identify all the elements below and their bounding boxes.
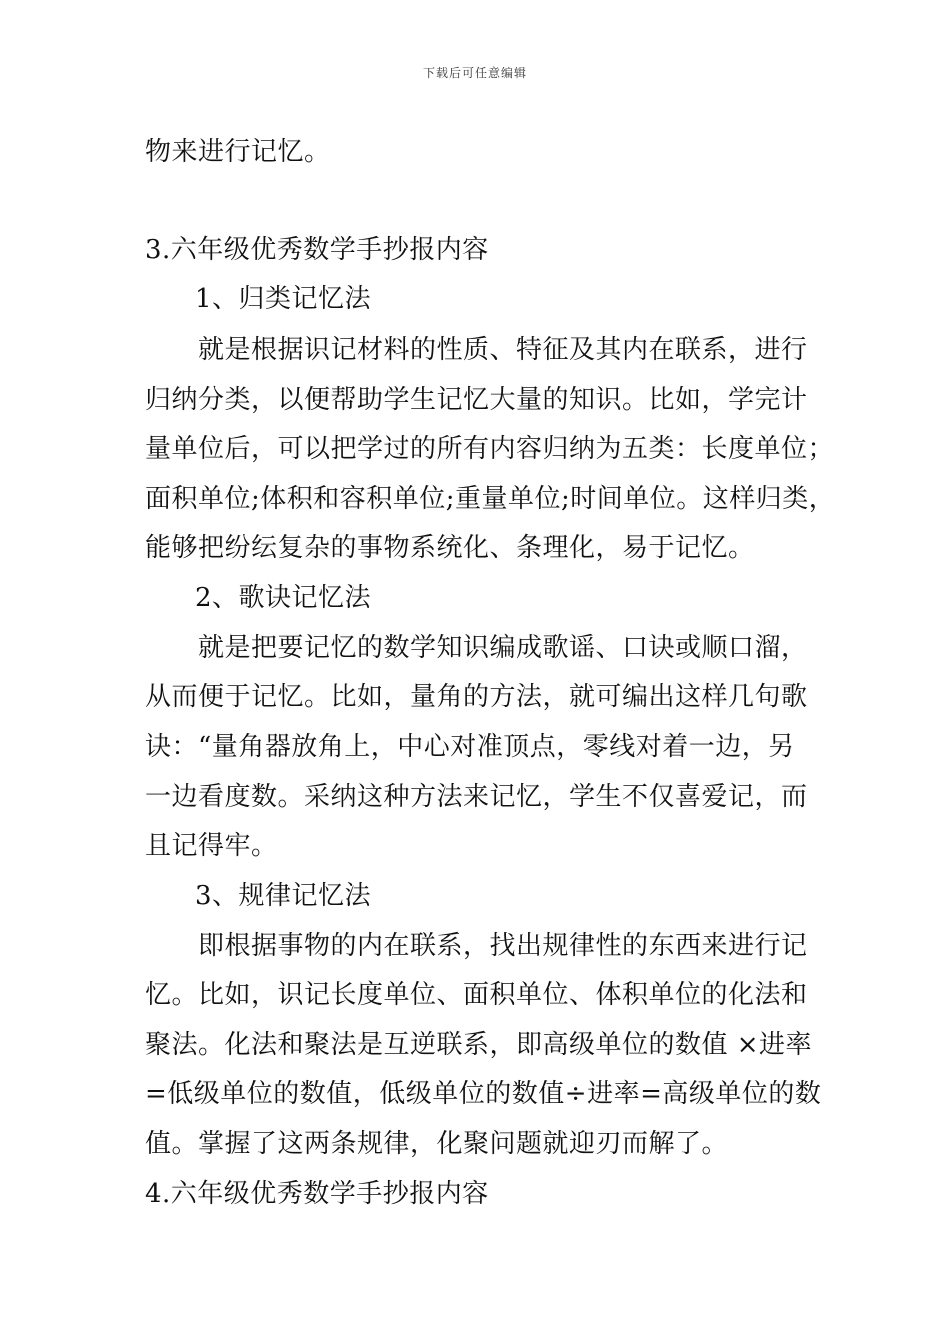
text-line: 值。掌握了这两条规律，化聚问题就迎刃而解了。: [145, 1129, 729, 1159]
subsection-heading: 2、歌诀记忆法: [195, 583, 372, 613]
text-line: 量单位后，可以把学过的所有内容归纳为五类：长度单位；: [145, 434, 835, 464]
text-line: 就是把要记忆的数学知识编成歌谣、口诀或顺口溜，: [198, 633, 808, 663]
text-line: 且记得牢。: [145, 831, 278, 861]
page-header: 下载后可任意编辑: [422, 66, 527, 80]
text-line: 聚法。化法和聚法是互逆联系，即高级单位的数值 ×进率: [145, 1030, 813, 1060]
text-line: 忆。比如，识记长度单位、面积单位、体积单位的化法和: [145, 980, 808, 1010]
text-line: 诀：“量角器放角上，中心对准顶点，零线对着一边，另: [145, 732, 795, 762]
section-heading: 3.六年级优秀数学手抄报内容: [145, 235, 489, 265]
text-line: 就是根据识记材料的性质、特征及其内在联系，进行: [198, 335, 808, 365]
text-line: 从而便于记忆。比如，量角的方法，就可编出这样几句歌: [145, 682, 808, 712]
text-line: 面积单位;体积和容积单位;重量单位;时间单位。这样归类，: [145, 484, 836, 514]
text-line: 一边看度数。采纳这种方法来记忆，学生不仅喜爱记，而: [145, 782, 808, 812]
text-line: 即根据事物的内在联系，找出规律性的东西来进行记: [198, 931, 808, 961]
subsection-heading: 1、归类记忆法: [195, 284, 372, 314]
text-line: 归纳分类，以便帮助学生记忆大量的知识。比如，学完计: [145, 385, 808, 415]
subsection-heading: 3、规律记忆法: [195, 881, 372, 911]
section-heading: 4.六年级优秀数学手抄报内容: [145, 1179, 489, 1209]
text-line: 物来进行记忆。: [145, 137, 331, 167]
text-line: =低级单位的数值，低级单位的数值÷进率=高级单位的数: [145, 1079, 822, 1109]
text-line: 能够把纷纭复杂的事物系统化、条理化，易于记忆。: [145, 533, 755, 563]
